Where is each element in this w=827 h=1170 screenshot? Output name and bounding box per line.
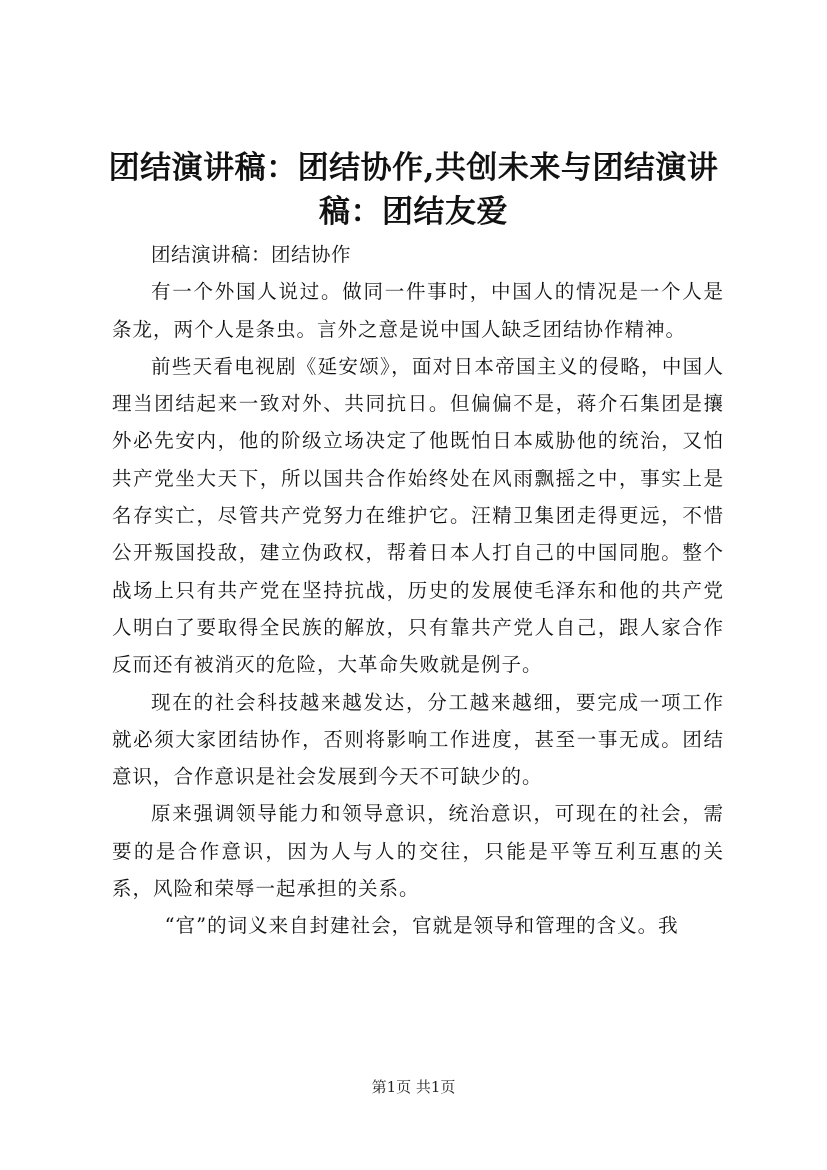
document-title: 团结演讲稿：团结协作,共创未来与团结演讲稿：团结友爱 xyxy=(108,150,719,230)
paragraph-2: 前些天看电视剧《延安颂》，面对日本帝国主义的侵略，中国人理当团结起来一致对外、共同抗日。但偏偏不是，蒋介石集团是攘外必先安内，他的阶级立场决定了他既怕日本威胁他的统治，又怕共产党坐大天下，所以国共合作始终处在风雨飘摇之中，事实上是名存实亡，尽管共产党努力在维护它。汪精卫集团走得更远，不惜公开叛国投敌，建立伪政权，帮着日本人打自己的中国同胞。整个战场上只有共产党在坚持抗战，历史的发展使毛泽东和他的共产党人明白了要取得全民族的解放，只有靠共产党人自己，跟人家合作反而还有被消灭的危险，大革命失败就是例子。 xyxy=(112,354,724,677)
document-body xyxy=(112,236,724,945)
paragraph-3: 现在的社会科技越来越发达，分工越来越细，要完成一项工作就必须大家团结协作，否则将影响工作进度，甚至一事无成。团结意识，合作意识是社会发展到今天不可缺少的。 xyxy=(112,690,724,789)
paragraph-5: “官”的词义来自封建社会，官就是领导和管理的含义。我 xyxy=(164,914,679,938)
paragraph-1: 有一个外国人说过。做同一件事时，中国人的情况是一个人是条龙，两个人是条虫。言外之意是说中国人缺乏团结协作精神。 xyxy=(112,280,724,341)
page-number-label: 第1页 共1页 xyxy=(371,1078,456,1096)
paragraph-4: 原来强调领导能力和领导意识，统治意识，可现在的社会，需要的是合作意识，因为人与人的交往，只能是平等互利互惠的关系，风险和荣辱一起承担的关系。 xyxy=(112,802,724,901)
section-subtitle: 团结演讲稿：团结协作 xyxy=(151,243,352,266)
page-footer xyxy=(0,1077,827,1097)
